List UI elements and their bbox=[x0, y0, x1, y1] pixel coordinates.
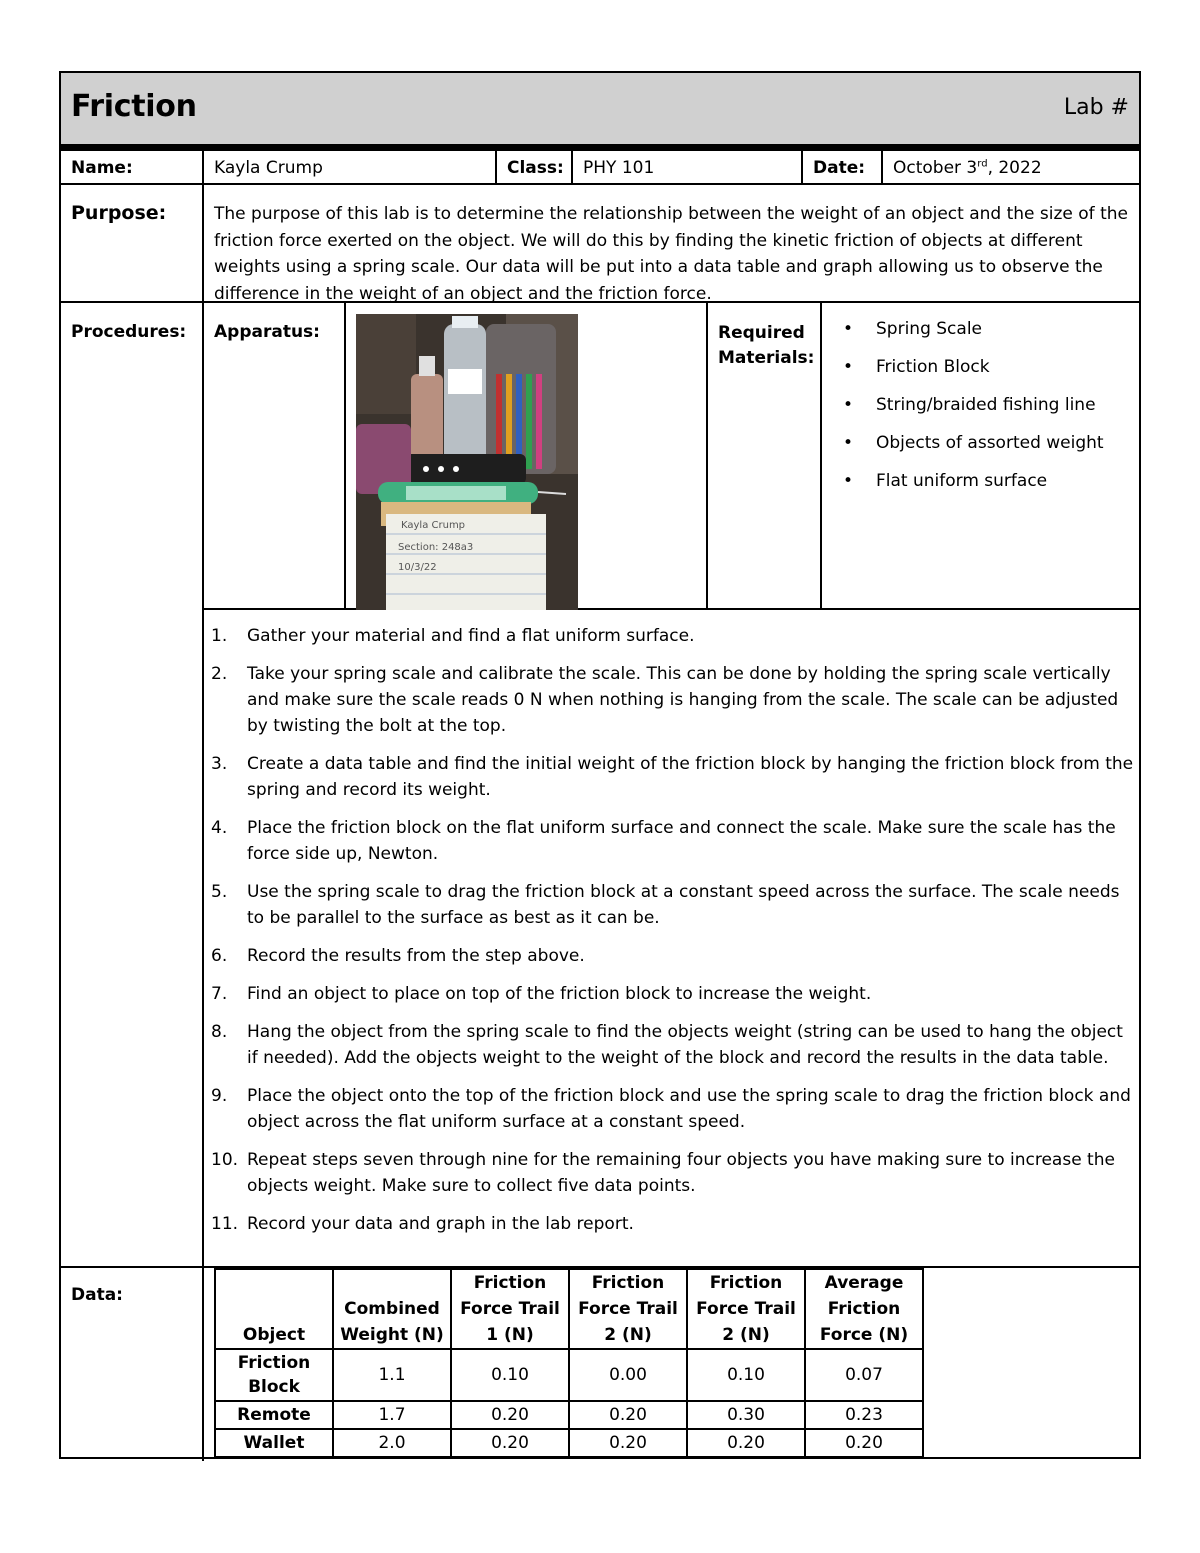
list-item: • Spring Scale bbox=[843, 319, 983, 339]
date-main: October 3 bbox=[893, 158, 978, 178]
list-item: 2. Take your spring scale and calibrate the scale. This can be done by holding the spring scale vertically and make sure the scale reads 0 N when nothing is hanging from the scale. The scale can be adjusted by twisting the bolt at the top. bbox=[211, 664, 1119, 736]
data-label: Data: bbox=[71, 1285, 123, 1305]
column-header-trial-2: Friction Force Trail 2 (N) bbox=[569, 1269, 687, 1349]
list-item: 1. Gather your material and find a flat uniform surface. bbox=[211, 626, 695, 646]
table-cell: 2.0 bbox=[333, 1429, 451, 1457]
card-line-3: 10/3/22 bbox=[398, 562, 437, 573]
table-cell: 0.23 bbox=[805, 1401, 923, 1429]
column-header-trial-1: Friction Force Trail 1 (N) bbox=[451, 1269, 569, 1349]
divider-info bbox=[61, 183, 1139, 185]
procedures-label: Procedures: bbox=[71, 322, 187, 342]
list-item: • Friction Block bbox=[843, 357, 990, 377]
list-item: 7. Find an object to place on top of the friction block to increase the weight. bbox=[211, 984, 872, 1004]
purpose-label: Purpose: bbox=[71, 202, 167, 224]
procedure-steps bbox=[211, 623, 1136, 1249]
bullet-icon: • bbox=[843, 433, 854, 453]
name-value: Kayla Crump bbox=[214, 158, 323, 178]
table-row bbox=[215, 1429, 923, 1457]
table-row bbox=[215, 1349, 923, 1401]
class-label: Class: bbox=[507, 158, 564, 178]
table-cell: 1.7 bbox=[333, 1401, 451, 1429]
date-label: Date: bbox=[813, 158, 866, 178]
info-divider-4 bbox=[881, 151, 883, 185]
list-item: 9. Place the object onto the top of the friction block and use the spring scale to drag the friction block and object across the flat uniform surface at a constant speed. bbox=[211, 1086, 1131, 1132]
column-header-object: Object bbox=[215, 1269, 333, 1349]
column-header-average: Average Friction Force (N) bbox=[805, 1269, 923, 1349]
materials-label-divider bbox=[706, 303, 708, 610]
list-item: 11. Record your data and graph in the lab report. bbox=[211, 1214, 634, 1234]
list-item: 6. Record the results from the step above. bbox=[211, 946, 585, 966]
table-cell: 0.20 bbox=[569, 1429, 687, 1457]
required-materials-label-line2: Materials: bbox=[718, 348, 815, 368]
info-divider-3 bbox=[801, 151, 803, 185]
required-materials-label-line1: Required bbox=[718, 323, 805, 343]
bullet-icon: • bbox=[843, 395, 854, 415]
table-row bbox=[215, 1401, 923, 1429]
card-line-2: Section: 248a3 bbox=[398, 542, 474, 553]
list-item: 3. Create a data table and find the initial weight of the friction block by hanging the friction block from the spring and record its weight. bbox=[211, 754, 1134, 800]
table-header-row bbox=[215, 1269, 923, 1349]
date-ordinal: rd bbox=[977, 158, 988, 170]
list-item: 8. Hang the object from the spring scale to find the objects weight (string can be used to hang the object if needed). Add the objects weight to the weight of the block and record the results in the data table. bbox=[211, 1022, 1123, 1068]
card-line-1: Kayla Crump bbox=[401, 520, 466, 531]
apparatus-bottom-divider bbox=[202, 608, 1141, 610]
table-cell: 0.20 bbox=[805, 1429, 923, 1457]
info-divider-2 bbox=[571, 151, 573, 185]
required-materials-label bbox=[718, 321, 814, 371]
title-divider bbox=[61, 144, 1139, 151]
purpose-text: The purpose of this lab is to determine the relationship between the weight of an object and the size of the friction force exerted on the object. We will do this by finding the kinetic friction of objects at different weights using a spring scale. Our data will be put into a data table and graph allowing us to observe the difference in the weight of an object and the friction force. bbox=[214, 204, 1128, 304]
list-item: • Flat uniform surface bbox=[843, 471, 1048, 491]
date-year: , 2022 bbox=[987, 158, 1042, 178]
lab-report-frame bbox=[59, 71, 1141, 1459]
name-label: Name: bbox=[71, 158, 133, 178]
column-header-combined-weight: Combined Weight (N) bbox=[333, 1269, 451, 1349]
table-cell: 0.20 bbox=[451, 1429, 569, 1457]
table-cell: 0.00 bbox=[569, 1349, 687, 1401]
data-table bbox=[214, 1268, 924, 1458]
table-cell: 1.1 bbox=[333, 1349, 451, 1401]
page-title: Friction bbox=[71, 89, 197, 124]
table-cell: 0.10 bbox=[451, 1349, 569, 1401]
date-value bbox=[893, 158, 1042, 178]
bullet-icon: • bbox=[843, 357, 854, 377]
bullet-icon: • bbox=[843, 471, 854, 491]
table-cell: 0.20 bbox=[451, 1401, 569, 1429]
table-cell-object: Friction Block bbox=[215, 1349, 333, 1401]
table-cell-object: Remote bbox=[215, 1401, 333, 1429]
label-column-divider bbox=[202, 151, 204, 1461]
table-cell: 0.10 bbox=[687, 1349, 805, 1401]
column-header-trial-3: Friction Force Trail 2 (N) bbox=[687, 1269, 805, 1349]
table-cell: 0.20 bbox=[687, 1429, 805, 1457]
class-value: PHY 101 bbox=[583, 158, 655, 178]
list-item: • Objects of assorted weight bbox=[843, 433, 1104, 453]
list-item: 5. Use the spring scale to drag the friction block at a constant speed across the surface. The scale needs to be parallel to the surface as best as it can be. bbox=[211, 882, 1120, 928]
list-item: 10. Repeat steps seven through nine for the remaining four objects you have making sure to increase the objects weight. Make sure to collect five data points. bbox=[211, 1150, 1115, 1196]
apparatus-label: Apparatus: bbox=[214, 322, 320, 342]
table-cell: 0.30 bbox=[687, 1401, 805, 1429]
info-divider-1 bbox=[495, 151, 497, 185]
list-item: 4. Place the friction block on the flat uniform surface and connect the scale. Make sure the scale has the force side up, Newton. bbox=[211, 818, 1116, 864]
table-cell: 0.20 bbox=[569, 1401, 687, 1429]
apparatus-divider bbox=[344, 303, 346, 610]
title-bar bbox=[61, 73, 1139, 144]
apparatus-photo bbox=[356, 314, 578, 610]
table-cell-object: Wallet bbox=[215, 1429, 333, 1457]
apparatus-photo-image bbox=[356, 314, 578, 610]
list-item: • String/braided fishing line bbox=[843, 395, 1096, 415]
lab-number-label: Lab # bbox=[1063, 95, 1129, 120]
table-cell: 0.07 bbox=[805, 1349, 923, 1401]
materials-list bbox=[843, 317, 1104, 507]
materials-list-divider bbox=[820, 303, 822, 610]
bullet-icon: • bbox=[843, 319, 854, 339]
